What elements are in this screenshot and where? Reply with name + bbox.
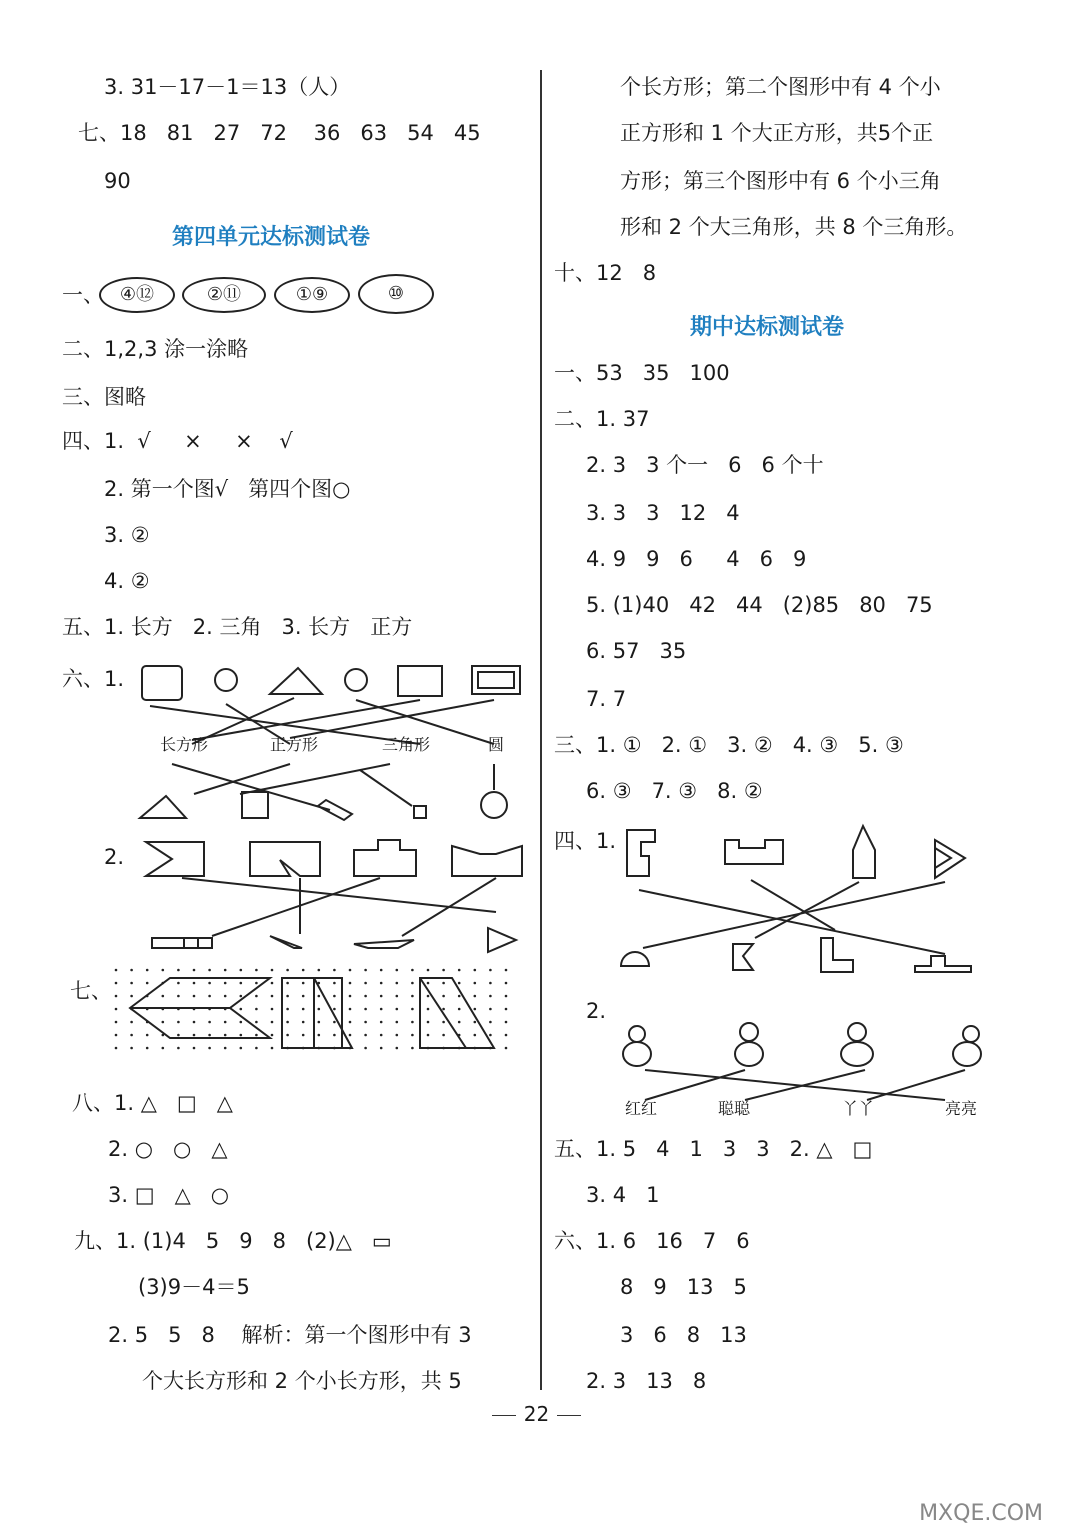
q9-1b: (3)9－4＝5 [138,1275,250,1299]
label-square: 正方形 [270,735,319,754]
a6-2: 8 9 13 5 [620,1275,747,1299]
a5-1: 五、1. 5 4 1 3 3 2. △ □ [554,1137,873,1161]
a1: 一、53 35 100 [554,361,730,385]
a6-3: 3 6 8 13 [620,1323,747,1347]
unit4-heading: 第四单元达标测试卷 [172,225,371,250]
right-line-4: 形和 2 个大三角形，共 8 个三角形。 [620,215,968,239]
name-yaya: 丫丫 [842,1099,875,1118]
oval-2: ②⑪ [182,277,266,313]
page-number: 22 [523,1402,550,1426]
q5: 五、1. 长方 2. 三角 3. 长方 正方 [62,615,413,639]
page-footer [0,1402,1073,1426]
a6-4: 2. 3 13 8 [586,1369,707,1393]
a3-2: 6. ③ 7. ③ 8. ② [586,779,763,803]
a6-1: 六、1. 6 16 7 6 [554,1229,750,1253]
left-line-2: 七、18 81 27 72 36 63 54 45 [78,121,481,145]
midterm-heading: 期中达标测试卷 [690,315,845,340]
q9-1: 九、1. (1)4 5 9 8 (2)△ ▭ [74,1229,392,1253]
oval-4: ⑩ [358,274,434,314]
q4-3: 3. ② [104,523,150,547]
name-congcong: 聪聪 [718,1099,751,1118]
label-triangle: 三角形 [382,735,431,754]
q4-2: 2. 第一个图√ 第四个图○ [104,477,351,501]
q8-1: 八、1. △ □ △ [72,1091,233,1115]
q4-4: 4. ② [104,569,150,593]
a4-2-bears-figure [615,1020,985,1100]
q6-2: 2. [104,845,125,869]
label-rectangle: 长方形 [160,735,209,754]
a4-1-matching-figure [615,820,985,980]
footer-dash-left [492,1415,516,1416]
right-line-1: 个长方形；第二个图形中有 4 个小 [620,75,941,99]
name-honghong: 红红 [625,1099,658,1118]
q7-label: 七、 [70,979,112,1003]
a2-5: 5. (1)40 42 44 (2)85 80 75 [586,593,933,617]
right-line-5: 十、12 8 [554,261,657,285]
a4-2: 2. [586,999,607,1023]
q4-1: 四、1. √ × × √ [62,429,293,453]
q6-2-matching-figure [140,836,530,961]
q3: 三、图略 [62,385,146,409]
oval-1: ④⑫ [99,277,175,313]
q2: 二、1,2,3 涂一涂略 [62,337,249,361]
watermark: MXQE.COM [919,1501,1043,1526]
q8-2: 2. ○ ○ △ [108,1137,228,1161]
left-line-1: 3. 31－17－1＝13（人） [104,75,351,99]
a2-1: 二、1. 37 [554,407,650,431]
column-divider [540,70,542,1390]
footer-dash-right [557,1415,581,1416]
left-line-3: 90 [104,169,131,193]
a2-3: 3. 3 3 12 4 [586,501,740,525]
q1-label: 一、 [62,283,104,307]
a2-4: 4. 9 9 6 4 6 9 [586,547,807,571]
q9-2b: 个大长方形和 2 个小长方形，共 5 [142,1369,462,1393]
right-line-3: 方形；第三个图形中有 6 个小三角 [620,169,941,193]
q6-1: 六、1. [62,667,125,691]
q7-dot-grid-figure [110,968,520,1063]
right-line-2: 正方形和 1 个大正方形，共5个正 [620,121,934,145]
a2-2: 2. 3 3 个一 6 6 个十 [586,453,824,477]
a2-6: 6. 57 35 [586,639,687,663]
a3-1: 三、1. ① 2. ① 3. ② 4. ③ 5. ③ [554,733,904,757]
q8-3: 3. □ △ ○ [108,1183,230,1207]
a4-1: 四、1. [554,829,617,853]
a5-2: 3. 4 1 [586,1183,660,1207]
label-circle: 圆 [488,735,505,754]
q9-2: 2. 5 5 8 解析：第一个图形中有 3 [108,1323,472,1347]
a2-7: 7. 7 [586,687,627,711]
name-liangliang: 亮亮 [945,1099,978,1118]
oval-3: ①⑨ [274,277,350,313]
